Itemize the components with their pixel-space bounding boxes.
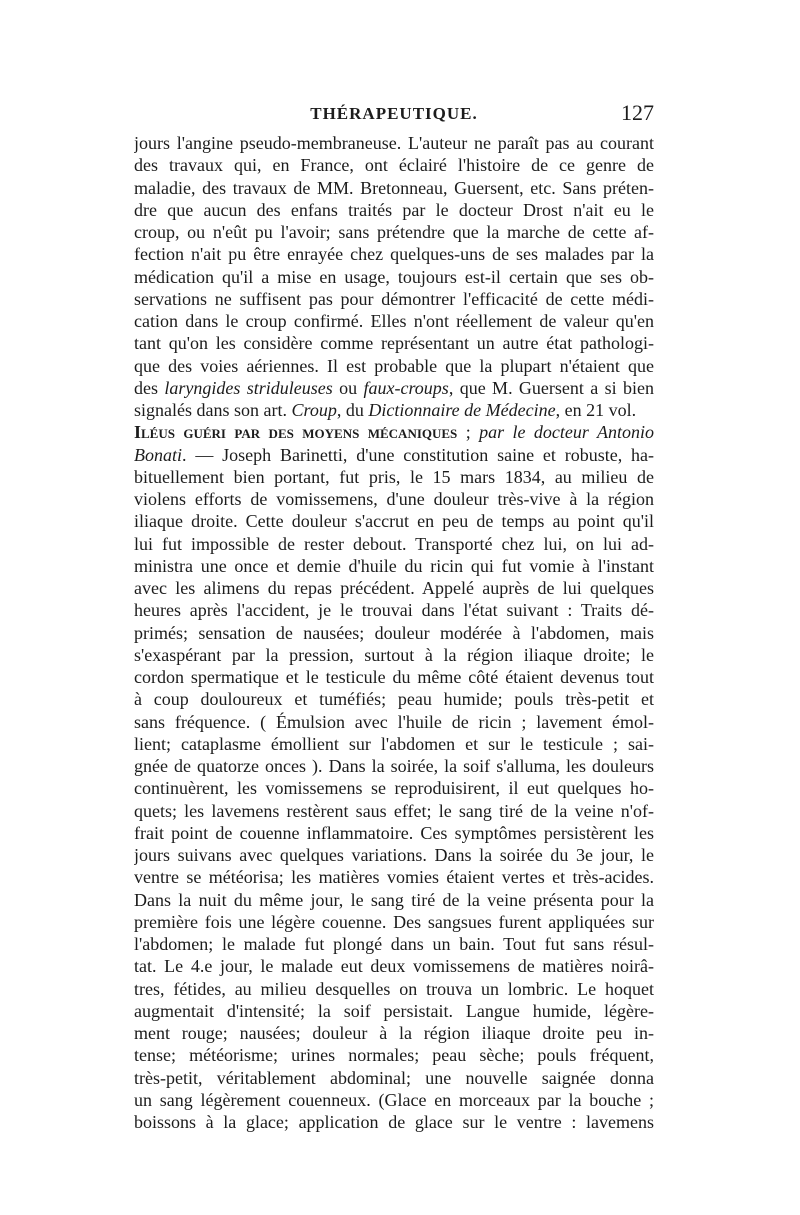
italic-text: Bonati (134, 444, 182, 465)
line-text: dre que aucun des enfans traités par le docteur Drost n'ait eu le (134, 199, 654, 220)
text-line (134, 510, 654, 532)
text-line (134, 955, 654, 977)
line-text: ou (332, 377, 364, 398)
line-text: primés; sensation de nausées; douleur modérée à l'abdomen, mais (134, 622, 654, 643)
line-text: frait point de couenne inflammatoire. Ces symptômes persistèrent les (134, 822, 654, 843)
line-text: des travaux qui, en France, ont éclairé l'histoire de ce genre de (134, 155, 654, 176)
running-title: THÉRAPEUTIQUE. (310, 104, 478, 123)
text-line (134, 911, 654, 933)
line-text: ventre se météorisa; les matières vomies étaient vertes et très-acides. (134, 867, 654, 888)
text-line (134, 243, 654, 265)
text-line (134, 644, 654, 666)
text-line (134, 154, 654, 176)
text-line (134, 688, 654, 710)
text-line (134, 666, 654, 688)
text-line (134, 444, 654, 466)
line-text: augmentait d'intensité; la soif persistait. Langue humide, légère- (134, 1000, 654, 1021)
line-text: des (134, 377, 165, 398)
text-line (134, 577, 654, 599)
text-line (134, 1111, 654, 1133)
line-text: maladie, des travaux de MM. Bretonneau, Guersent, etc. Sans préten- (134, 177, 654, 198)
text-line (134, 1089, 654, 1111)
line-text: tat. Le 4.e jour, le malade eut deux vomissemens de matières noirâ- (134, 956, 654, 977)
line-text: très-petit, véritablement abdominal; une nouvelle saignée donna (134, 1067, 654, 1088)
text-line (134, 866, 654, 888)
page-number: 127 (621, 100, 654, 125)
text-line (134, 377, 654, 399)
line-text: boissons à la glace; application de glace sur le ventre : lavemens (134, 1112, 654, 1132)
text-line (134, 488, 654, 510)
text-line (134, 1022, 654, 1044)
text-line (134, 421, 654, 443)
line-text: signalés dans son art. (134, 400, 292, 420)
text-line (134, 1000, 654, 1022)
body-text (134, 132, 654, 1133)
line-text: ministra une once et demie d'huile du ricin qui fut vomie à l'instant (134, 555, 654, 576)
line-text: iliaque droite. Cette douleur s'accrut en peu de temps au point qu'il (134, 511, 654, 532)
text-line (134, 221, 654, 243)
text-line (134, 1044, 654, 1066)
text-line (134, 1067, 654, 1089)
text-line (134, 399, 654, 421)
line-text: croup, ou n'eût pu l'avoir; sans prétendre que la marche de cette af- (134, 222, 654, 242)
line-text: lui fut impossible de rester debout. Transporté chez lui, on lui ad- (134, 533, 654, 554)
line-text: servations ne suffisent pas pour démontrer l'efficacité de cette médi- (134, 288, 654, 309)
text-line (134, 978, 654, 1000)
text-line (134, 266, 654, 288)
line-text: médication qu'il a mise en usage, toujours est-il certain que ses ob- (134, 266, 654, 287)
line-text: , que M. Guersent a si bien (448, 377, 654, 398)
text-line (134, 199, 654, 221)
section-heading: Iléus guéri par des moyens mécaniques (134, 422, 458, 443)
line-text: , en 21 vol. (555, 400, 637, 420)
line-text: ; (457, 422, 480, 443)
text-line (134, 177, 654, 199)
text-line (134, 777, 654, 799)
italic-text: Croup (291, 400, 337, 420)
line-text: quets; les lavemens restèrent saus effet; le sang tiré de la veine n'of- (134, 800, 654, 821)
text-line (134, 933, 654, 955)
line-text: lient; cataplasme émollient sur l'abdomen et sur le testicule ; sai- (134, 733, 654, 754)
line-text: tres, fétides, au milieu desquelles on trouva un lombric. Le hoquet (134, 978, 654, 999)
line-text: tant qu'on les considère comme représentant un autre état pathologi- (134, 333, 654, 354)
text-line (134, 132, 654, 154)
line-text: ment rouge; nausées; douleur à la région iliaque droite peu in- (134, 1023, 654, 1043)
line-text: que des voies aériennes. Il est probable que la plupart n'étaient que (134, 355, 654, 376)
text-line (134, 889, 654, 911)
line-text: continuèrent, les vomissemens se reproduisirent, il eut quelques ho- (134, 778, 654, 799)
line-text: . — Joseph Barinetti, d'une constitution saine et robuste, ha- (182, 444, 654, 465)
line-text: jours suivans avec quelques variations. Dans la soirée du 3e jour, le (134, 845, 654, 865)
text-line (134, 800, 654, 822)
line-text: fection n'ait pu être enrayée chez quelques-uns de ses malades par la (134, 244, 654, 265)
line-text: jours l'angine pseudo-membraneuse. L'auteur ne paraît pas au courant (134, 133, 654, 153)
line-text: tense; météorisme; urines normales; peau sèche; pouls fréquent, (134, 1045, 654, 1066)
italic-text: Dictionnaire de Médecine (368, 400, 556, 420)
line-text: avec les alimens du repas précédent. Appelé auprès de lui quelques (134, 578, 654, 598)
line-text: cation dans le croup confirmé. Elles n'ont réellement de valeur qu'en (134, 311, 654, 331)
text-line (134, 310, 654, 332)
line-text: gnée de quatorze onces ). Dans la soirée, la soif s'alluma, les douleurs (134, 756, 654, 776)
italic-text: faux-croups (363, 377, 449, 398)
italic-text: laryngides striduleuses (164, 377, 333, 398)
text-line (134, 288, 654, 310)
text-line (134, 622, 654, 644)
text-line (134, 355, 654, 377)
line-text: , du (336, 400, 369, 420)
line-text: à coup douloureux et tuméfiés; peau humide; pouls très-petit et (134, 689, 654, 710)
line-text: première fois une légère couenne. Des sangsues furent appliquées sur (134, 911, 654, 932)
line-text: violens efforts de vomissemens, d'une douleur très-vive à la région (134, 489, 654, 509)
text-line (134, 733, 654, 755)
text-line (134, 844, 654, 866)
text-line (134, 466, 654, 488)
text-line (134, 599, 654, 621)
italic-text: par le docteur Antonio (479, 422, 654, 443)
text-line (134, 533, 654, 555)
line-text: Dans la nuit du même jour, le sang tiré de la veine présenta pour la (134, 889, 654, 910)
line-text: sans fréquence. ( Émulsion avec l'huile de ricin ; lavement émol- (134, 711, 654, 732)
text-line (134, 822, 654, 844)
line-text: s'exaspérant par la pression, surtout à la région iliaque droite; le (134, 644, 654, 665)
page-header (134, 100, 654, 130)
text-line (134, 711, 654, 733)
text-line (134, 555, 654, 577)
line-text: cordon spermatique et le testicule du même côté étaient devenus tout (134, 667, 654, 687)
line-text: bituellement bien portant, fut pris, le 15 mars 1834, au milieu de (134, 466, 654, 487)
line-text: l'abdomen; le malade fut plongé dans un bain. Tout fut sans résul- (134, 934, 654, 954)
text-line (134, 332, 654, 354)
line-text: un sang légèrement couenneux. (Glace en morceaux par la bouche ; (134, 1089, 654, 1110)
line-text: heures après l'accident, je le trouvai dans l'état suivant : Traits dé- (134, 600, 654, 621)
text-line (134, 755, 654, 777)
